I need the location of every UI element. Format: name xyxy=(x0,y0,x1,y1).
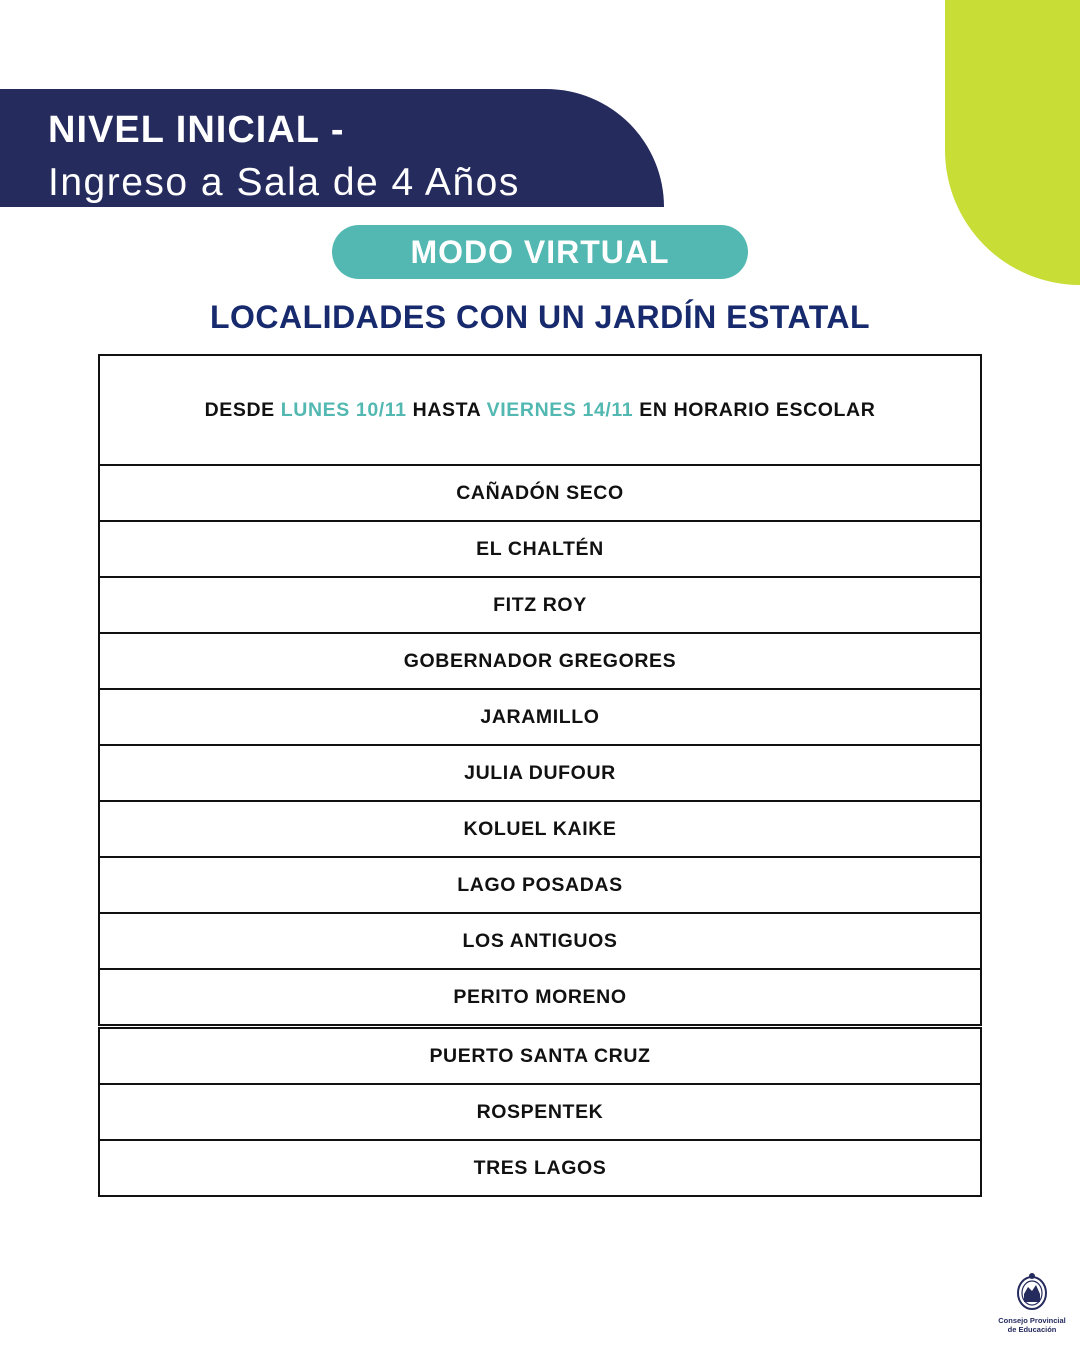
council-logo xyxy=(996,1272,1068,1334)
table-row xyxy=(99,689,981,745)
locality-cell: TRES LAGOS xyxy=(99,1140,981,1196)
locality-cell: LOS ANTIGUOS xyxy=(99,913,981,969)
table-row xyxy=(99,801,981,857)
schedule-middle: HASTA xyxy=(412,398,481,421)
localities-table xyxy=(98,354,982,1197)
locality-cell: JARAMILLO xyxy=(99,689,981,745)
locality-cell: PERITO MORENO xyxy=(99,969,981,1027)
locality-cell: ROSPENTEK xyxy=(99,1084,981,1140)
page-title: NIVEL INICIAL - xyxy=(48,109,345,151)
table-row xyxy=(99,521,981,577)
table-row xyxy=(99,745,981,801)
table-row xyxy=(99,1140,981,1196)
locality-cell: PUERTO SANTA CRUZ xyxy=(99,1027,981,1085)
schedule-prefix: DESDE xyxy=(204,398,275,421)
schedule-start-date: LUNES 10/11 xyxy=(280,398,407,421)
schedule-end-date: VIERNES 14/11 xyxy=(486,398,634,421)
page-subtitle: Ingreso a Sala de 4 Años xyxy=(48,161,520,204)
table-row xyxy=(99,969,981,1027)
logo-caption-line1: Consejo Provincial xyxy=(998,1316,1066,1325)
locality-cell: EL CHALTÉN xyxy=(99,521,981,577)
table-row xyxy=(99,857,981,913)
decorative-corner-shape xyxy=(945,0,1080,285)
provincial-seal-icon xyxy=(1015,1272,1049,1312)
table-row xyxy=(99,633,981,689)
locality-cell: JULIA DUFOUR xyxy=(99,745,981,801)
schedule-suffix: EN HORARIO ESCOLAR xyxy=(639,398,876,421)
locality-cell: LAGO POSADAS xyxy=(99,857,981,913)
table-row xyxy=(99,465,981,521)
locality-cell: GOBERNADOR GREGORES xyxy=(99,633,981,689)
table-row xyxy=(99,1027,981,1085)
locality-cell: CAÑADÓN SECO xyxy=(99,465,981,521)
table-row xyxy=(99,577,981,633)
locality-cell: FITZ ROY xyxy=(99,577,981,633)
locality-cell: KOLUEL KAIKE xyxy=(99,801,981,857)
table-row xyxy=(99,1084,981,1140)
schedule-row xyxy=(99,355,981,465)
schedule-cell xyxy=(99,355,981,465)
section-heading: LOCALIDADES CON UN JARDÍN ESTATAL xyxy=(209,299,871,335)
table-row xyxy=(99,913,981,969)
mode-badge: MODO VIRTUAL xyxy=(332,225,748,279)
logo-caption-line2: de Educación xyxy=(1007,1325,1057,1334)
